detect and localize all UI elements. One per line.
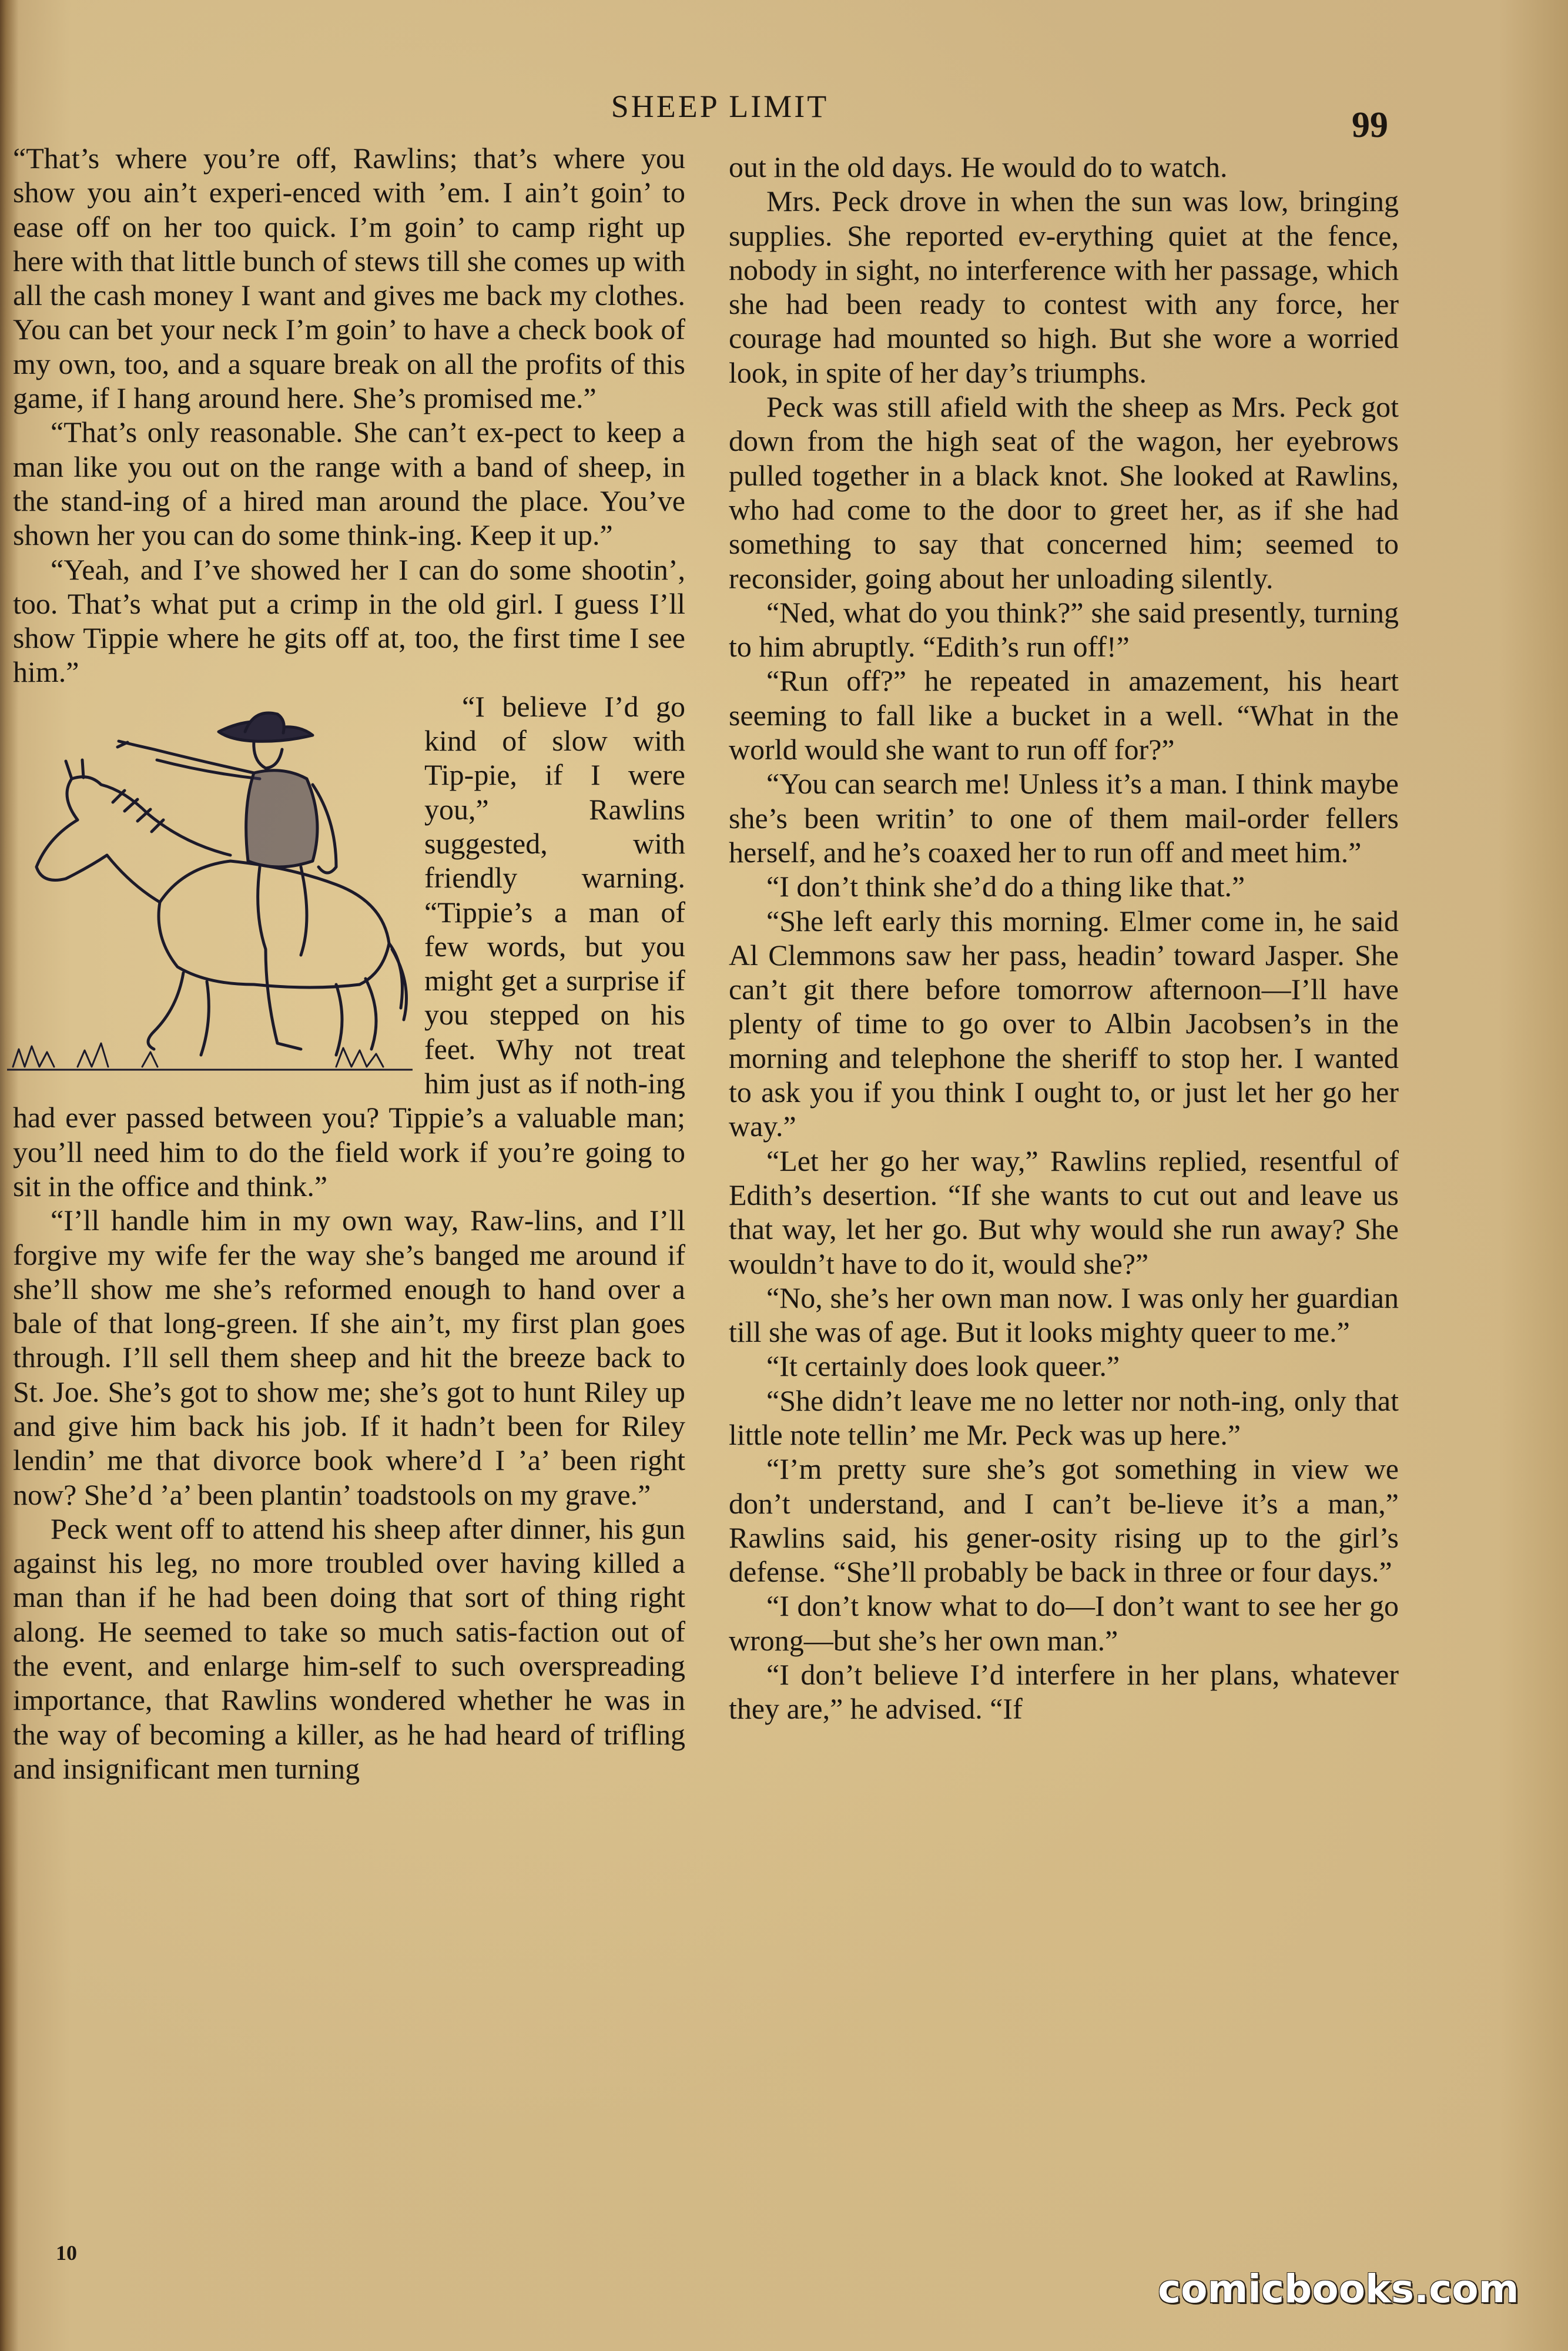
paragraph: “Run off?” he repeated in amazement, his heart seeming to fall like a bucket in a well. “What in the world would she want to run off for?” [729, 664, 1399, 766]
paragraph: “No, she’s her own man now. I was only her guardian till she was of age. But it looks mighty queer to me.” [729, 1281, 1399, 1349]
paragraph: “I’m pretty sure she’s got something in view we don’t understand, and I can’t be-lieve it’s a man,” Rawlins said, his gener-osity rising up to the girl’s defense. “She’ll probably be back in three or four days.” [729, 1452, 1399, 1589]
paragraph: “I don’t believe I’d interfere in her plans, whatever they are,” he advised. “If [729, 1658, 1399, 1726]
paragraph: “I don’t think she’d do a thing like that.” [766, 870, 1245, 903]
paragraph: “Let her go her way,” Rawlins replied, resentful of Edith’s desertion. “If she wants to cut out and leave us that way, let her go. But why would she run away? She wouldn’t have to do it, would she?” [729, 1144, 1399, 1280]
paragraph: out in the old days. He would do to watch. [729, 150, 1228, 183]
paragraph: “I’ll handle him in my own way, Raw-lins, and I’ll forgive my wife fer the way she’s banged me around if she’ll show me she’s reformed enough to hand over a bale of that long-green. If she ain’t, my first plan goes through. I’ll sell them sheep and hit the breeze back to St. Joe. She’s got to show me; she’s got to hunt Riley up and give him back his job. If it hadn’t been for Riley lendin’ me that divorce book where’d I ’a’ been right now? She’d ’a’ been plantin’ toadstools on my grave.” [13, 1204, 685, 1511]
paragraph: Peck went off to attend his sheep after dinner, his gun against his leg, no more troubled over having killed a man than if he had been doing that sort of thing right along. He seemed to take so much satis-faction out of the event, and enlarge him-self to such overspreading importance, that Rawlins wondered whether he was in the way of becoming a killer, as he had heard of trifling and insignificant men turning [13, 1512, 685, 1785]
paragraph: “Ned, what do you think?” she said presently, turning to him abruptly. “Edith’s run off!” [729, 595, 1399, 664]
left-column [13, 141, 685, 1786]
paragraph: “She left early this morning. Elmer come in, he said Al Clemmons saw her pass, headin’ toward Jasper. She can’t git there before tomorrow afternoon—I’ll have plenty of time to go over to Albin Jacobsen’s in the morning and telephone the sheriff to stop her. I wanted to ask you if you think I ought to, or just let her go her way.” [729, 904, 1399, 1143]
paragraph: “You can search me! Unless it’s a man. I think maybe she’s been writin’ to one of them mail-order fellers herself, and he’s coaxed her to run off and meet him.” [729, 767, 1399, 869]
paragraph: “That’s where you’re off, Rawlins; that’s where you show you ain’t experi-enced with ’em. I ain’t goin’ to ease off on her too quick. I’m goin’ to camp right up here with that little bunch of stews till she comes up with all the cash money I want and gives me back my clothes. You can bet your neck I’m goin’ to have a check book of my own, too, and a square break on all the profits of this game, if I hang around here. She’s promised me.” [13, 142, 685, 415]
paragraph: Peck was still afield with the sheep as Mrs. Peck got down from the high seat of the wagon, her eyebrows pulled together in a black knot. She looked at Rawlins, who had come to the door to greet her, as if she had something to say that concerned him; seemed to reconsider, going about her unloading silently. [729, 390, 1399, 595]
paragraph: “It certainly does look queer.” [766, 1349, 1120, 1383]
paragraph: Mrs. Peck drove in when the sun was low, bringing supplies. She reported ev-erything quiet at the fence, nobody in sight, no interference with her passage, which she had been ready to contest with any force, her courage had mounted so high. But she wore a worried look, in spite of her day’s triumphs. [729, 185, 1399, 389]
illustration [7, 691, 413, 1084]
watermark: comicbooks.com [1158, 2266, 1519, 2312]
paragraph: “I don’t know what to do—I don’t want to see her go wrong—but she’s her own man.” [729, 1589, 1399, 1657]
paragraph-with-illustration [13, 689, 685, 1203]
paragraph-text: “I believe I’d go kind of slow with Tip-pie, if I were you,” Rawlins suggested, with friendly warning. “Tippie’s a man of few words, but you might get a surprise if you stepped on his feet. Why not treat him just as if noth-ing had ever passed between you? Tippie’s a valuable man; you’ll need him to do the field work if you’re going to sit in the office and think.” [13, 689, 685, 1203]
paragraph: “She didn’t leave me no letter nor noth-ing, only that little note tellin’ me Mr. Peck was up here.” [729, 1384, 1399, 1451]
cowboy-horse-illustration [7, 691, 413, 1084]
paragraph: “That’s only reasonable. She can’t ex-pect to keep a man like you out on the range with a band of sheep, in the stand-ing of a hired man around the place. You’ve shown her you can do some think-ing. Keep it up.” [13, 416, 685, 552]
right-column [729, 150, 1399, 1726]
paragraph: “Yeah, and I’ve showed her I can do some shootin’, too. That’s what put a crimp in the old girl. I guess I’ll show Tippie where he gits off at, too, the first time I see him.” [13, 552, 685, 689]
page-number: 99 [1352, 105, 1388, 145]
running-title: SHEEP LIMIT [611, 89, 829, 124]
signature-mark: 10 [56, 2241, 77, 2265]
